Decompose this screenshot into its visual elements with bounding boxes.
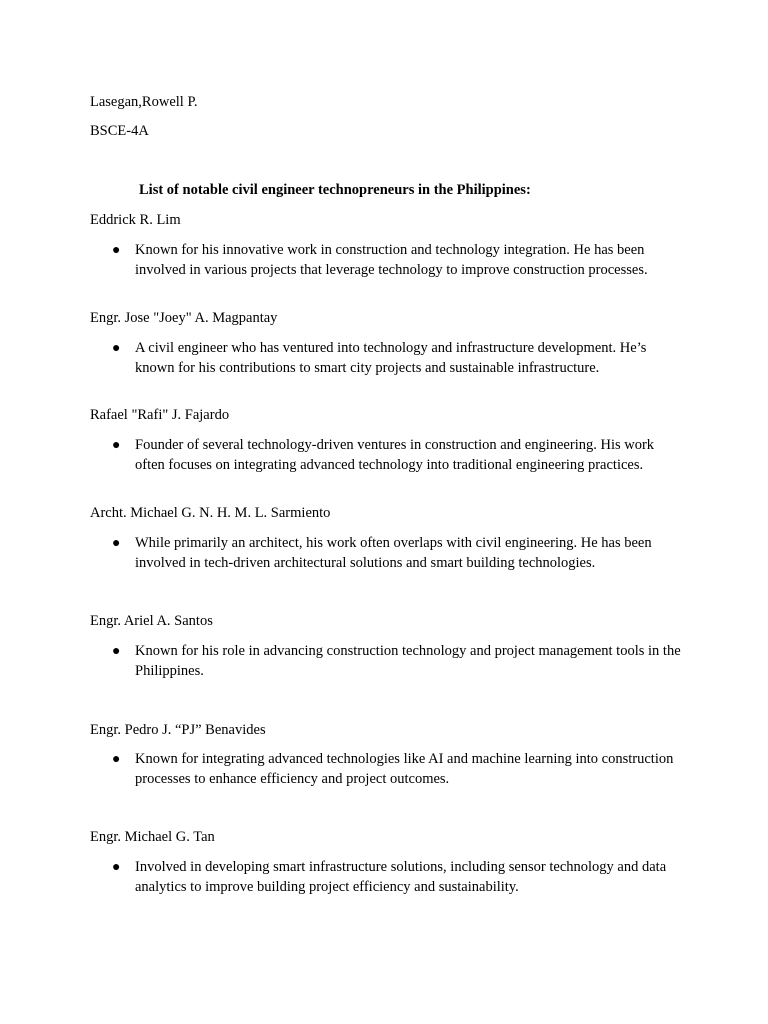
engineer-description: While primarily an architect, his work often overlaps with civil engineering. He has been involved in tech-driven architectural solutions and smart building technologies. [135, 535, 652, 571]
author-name: Lasegan,Rowell P. [90, 94, 198, 110]
bullet-icon: ● [112, 536, 121, 551]
engineer-name: Engr. Pedro J. “PJ” Benavides [90, 722, 266, 738]
bullet-icon: ● [112, 438, 121, 453]
engineer-description: Known for integrating advanced technologies like AI and machine learning into construction processes to enhance efficiency and project outcomes. [135, 751, 674, 787]
engineer-name: Engr. Ariel A. Santos [90, 613, 213, 629]
bullet-icon: ● [112, 243, 121, 258]
engineer-name: Engr. Jose "Joey" A. Magpantay [90, 310, 278, 326]
bullet-icon: ● [112, 752, 121, 767]
bullet-icon: ● [112, 644, 121, 659]
document-title: List of notable civil engineer technopreneurs in the Philippines: [139, 182, 531, 198]
engineer-description: Founder of several technology-driven ventures in construction and engineering. His work often focuses on integrating advanced technology into traditional engineering practices. [135, 437, 655, 473]
course-section: BSCE-4A [90, 123, 149, 139]
engineer-name: Engr. Michael G. Tan [90, 829, 215, 845]
engineer-name: Rafael "Rafi" J. Fajardo [90, 407, 230, 423]
bullet-icon: ● [112, 341, 121, 356]
engineer-description: A civil engineer who has ventured into technology and infrastructure development. He’s known for his contributions to smart city projects and sustainable infrastructure. [135, 340, 647, 376]
engineer-name: Eddrick R. Lim [90, 212, 181, 228]
engineer-description: Known for his innovative work in construction and technology integration. He has been involved in various projects that leverage technology to improve construction processes. [135, 242, 648, 278]
bullet-icon: ● [112, 860, 121, 875]
engineer-description: Involved in developing smart infrastructure solutions, including sensor technology and data analytics to improve building project efficiency and sustainability. [135, 859, 667, 895]
engineer-name: Archt. Michael G. N. H. M. L. Sarmiento [90, 505, 331, 521]
engineer-description: Known for his role in advancing construction technology and project management tools in the Philippines. [135, 643, 681, 679]
